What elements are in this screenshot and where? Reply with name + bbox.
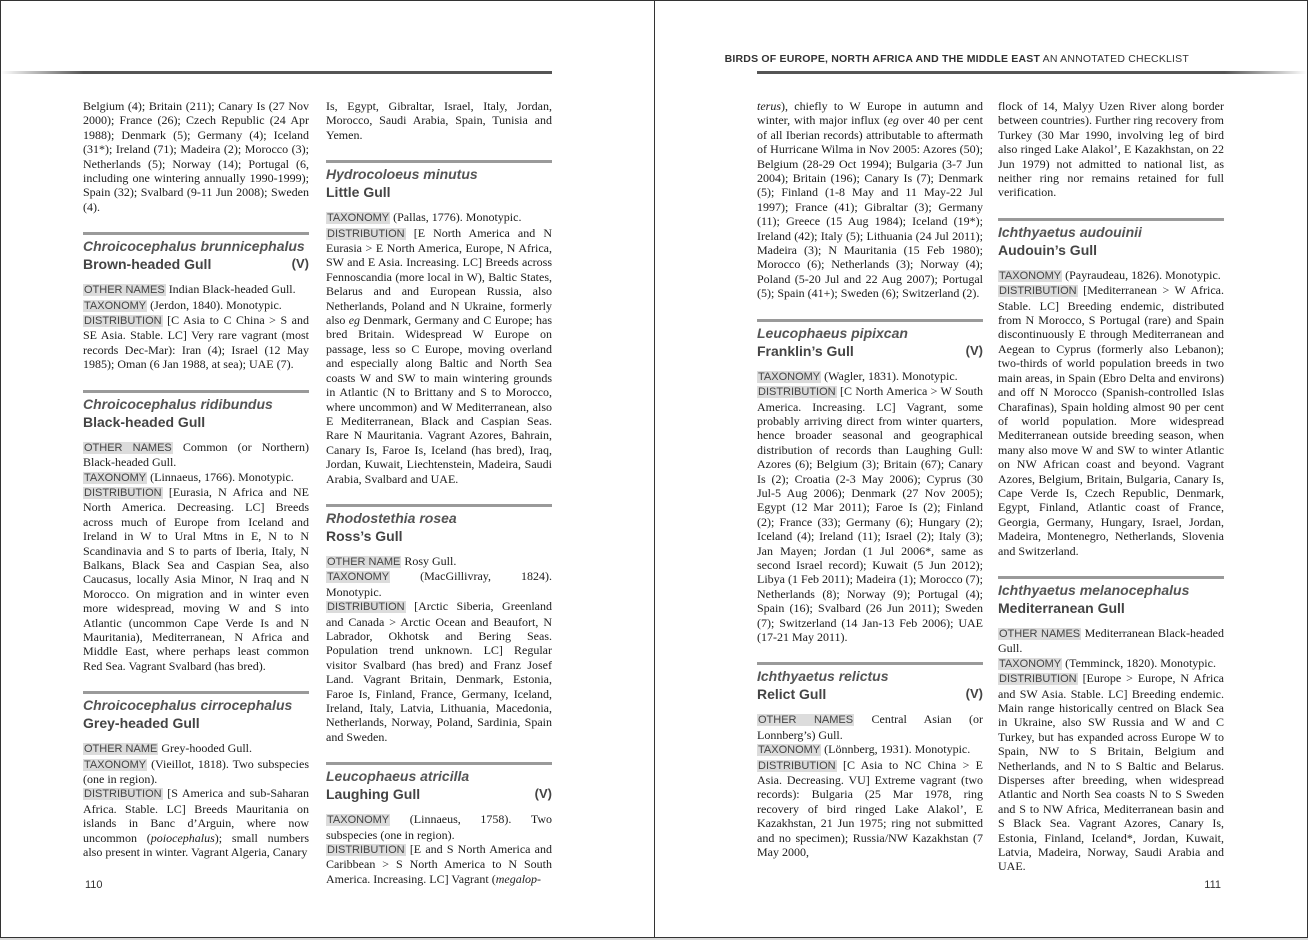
species-header xyxy=(83,691,309,732)
species-minutus: Hydrocoloeus minutus Little Gull TAXONOMY (Pallas, 1776). Monotypic. DISTRIBUTION [E North America and N Eurasia > E North America, Europe, N Africa, SW and E Asia. Increasing. LC] Breeds across Fennoscandia (more local in W), Baltic States, Belarus and and European Russia, also Netherlands, Poland and N Ukraine, formerly also eg Denmark, Germany and C Europe; has bred Britain. Widespread W Europe on passage, less so C Europe, moving overland and especially along Baltic and North Sea coasts W and SW to main wintering grounds in Atlantic (N to Brittany and S to Morocco, where uncommon) and W Mediterranean, also E Mediterranean, Black and Caspian Seas. Rare N Mauritania. Vagrant Azores, Bahrain, Canary Is, Faroe Is, Iceland (has bred), Iraq, Jordan, Kuwait, Liechtenstein, Madeira, Saudi Arabia, Svalbard and UAE. xyxy=(326,160,552,486)
english-name: Brown-headed Gull xyxy=(83,256,212,273)
distribution-label: DISTRIBUTION xyxy=(999,673,1077,686)
species-atricilla: Leucophaeus atricilla Laughing Gull (V) TAXONOMY (Linnaeus, 1758). Two subspecies (one in region). DISTRIBUTION [E and S North America and Caribbean > S North America to N South America. Increasing. LC] Vagrant (megalop- xyxy=(326,762,552,886)
right-page xyxy=(654,0,1308,938)
vagrant-status: (V) xyxy=(965,342,983,358)
header-rule xyxy=(1,71,552,74)
continued-text: Is, Egypt, Gibraltar, Israel, Italy, Jordan, Morocco, Saudi Arabia, Spain, Tunisia and Yemen. xyxy=(326,99,552,142)
english-name: Relict Gull xyxy=(757,686,827,703)
distribution-label: DISTRIBUTION xyxy=(84,315,162,328)
vagrant-status: (V) xyxy=(965,686,983,702)
page-number: 110 xyxy=(85,879,103,891)
other-names-label: OTHER NAMES xyxy=(999,627,1081,640)
scientific-name: Leucophaeus atricilla xyxy=(326,768,470,785)
scientific-name: Leucophaeus pipixcan xyxy=(757,324,908,341)
distribution-label: DISTRIBUTION xyxy=(758,386,836,399)
scientific-name: Ichthyaetus relictus xyxy=(757,668,889,685)
english-name: Audouin’s Gull xyxy=(998,241,1098,258)
distribution-label: DISTRIBUTION xyxy=(84,486,162,499)
distribution-label: DISTRIBUTION xyxy=(999,285,1077,298)
taxonomy-label: TAXONOMY xyxy=(758,744,821,757)
english-name: Grey-headed Gull xyxy=(83,715,200,732)
distribution-label: DISTRIBUTION xyxy=(327,601,405,614)
species-header xyxy=(998,576,1224,617)
vagrant-status: (V) xyxy=(291,256,309,272)
species-header xyxy=(757,662,983,703)
other-names-label: OTHER NAMES xyxy=(758,714,854,727)
english-name: Franklin’s Gull xyxy=(757,342,854,359)
header-rule xyxy=(757,71,1307,74)
distribution-label: DISTRIBUTION xyxy=(327,227,405,240)
species-cirrocephalus: Chroicocephalus cirrocephalus Grey-headed Gull OTHER NAME Grey-hooded Gull. TAXONOMY (Vieillot, 1818). Two subspecies (one in region). DISTRIBUTION [S America and sub-Saharan Africa. Stable. LC] Breeds Mauritania on islands in Banc d’Arguin, where now uncommon (poiocephalus); small numbers also present in winter. Vagrant Algeria, Canary xyxy=(83,691,309,859)
other-names-label: OTHER NAMES xyxy=(84,284,165,297)
species-header xyxy=(998,218,1224,259)
species-ridibundus: Chroicocephalus ridibundus Black-headed Gull OTHER NAMES Common (or Northern) Black-headed Gull. TAXONOMY (Linnaeus, 1766). Monotypic. DISTRIBUTION [Eurasia, N Africa and NE North America. Decreasing. LC] Breeds across much of Europe from Iceland and Ireland in W to Ural Mtns in E, N to N Scandinavia and S to parts of Iberia, Italy, N Balkans, Black Sea and Caspian Sea, also Caucasus, locally Asia Minor, N Iraq and N Morocco. On migration and in winter even more widespread, moving W and S into Atlantic (uncommon Cape Verde Is and N Mauritania), Mediterranean, N Africa and Middle East, where perhaps least common Red Sea. Vagrant Svalbard (has bred). xyxy=(83,390,309,674)
continued-text: terus), chiefly to W Europe in autumn and winter, with major influx (eg over 40 per cent of all Iberian records) attributable to aftermath of Hurricane Wilma in Nov 2005: Azores (50); Belgium (28-29 Oct 1994); Bulgaria (3-7 Jun 2004); Britain (196); Canary Is (7); Denmark (5); Finland (1-8 May and 11 May-22 Jul 1997); France (41); Gibraltar (3); Germany (11); Greece (15 Aug 1984); Iceland (19*); Ireland (42); Italy (5); Lithuania (24 Jul 2011); Madeira (3); N Mauritania (15 Feb 1980); Morocco (6); Netherlands (3); Norway (4); Poland (5-20 Jul and 22 Aug 2007); Portugal (5); Spain (41+); Sweden (6); Switzerland (2). xyxy=(757,99,983,301)
scientific-name: Chroicocephalus brunnicephalus xyxy=(83,238,305,255)
scientific-name: Chroicocephalus ridibundus xyxy=(83,395,273,412)
english-name: Black-headed Gull xyxy=(83,413,206,430)
other-names-label: OTHER NAME xyxy=(327,555,401,568)
page-number: 111 xyxy=(1204,879,1221,891)
species-header xyxy=(326,504,552,545)
continued-text: flock of 14, Malyy Uzen River along border between countries). Further ring recovery from Turkey (30 Mar 1990, involving leg of bird also ringed Lake Alakol’, E Kazakhstan, on 22 Jun 1979) not admitted to national list, as neither ring nor remains retained for full verification. xyxy=(998,99,1224,200)
species-brunnicephalus: Chroicocephalus brunnicephalus Brown-headed Gull (V) OTHER NAMES Indian Black-headed Gull. TAXONOMY (Jerdon, 1840). Monotypic. DISTRIBUTION [C Asia to C China > S and SE Asia. Stable. LC] Very rare vagrant (most records Dec-Mar): Iran (4); Israel (12 May 1985); Oman (6 Jan 1988, at sea); UAE (7). xyxy=(83,232,309,371)
english-name: Ross’s Gull xyxy=(326,527,403,544)
taxonomy-label: TAXONOMY xyxy=(999,269,1062,282)
scientific-name: Rhodostethia rosea xyxy=(326,509,457,526)
species-header xyxy=(326,160,552,201)
english-name: Laughing Gull xyxy=(326,786,421,803)
taxonomy-label: TAXONOMY xyxy=(84,299,147,312)
species-header xyxy=(326,762,552,803)
distribution-label: DISTRIBUTION xyxy=(758,759,836,772)
left-column-2 xyxy=(326,99,552,886)
taxonomy-label: TAXONOMY xyxy=(999,657,1062,670)
taxonomy-label: TAXONOMY xyxy=(327,212,390,225)
other-names-label: OTHER NAME xyxy=(84,743,158,756)
english-name: Little Gull xyxy=(326,184,391,201)
left-column-1 xyxy=(83,99,309,859)
species-rosea: Rhodostethia rosea Ross’s Gull OTHER NAME Rosy Gull. TAXONOMY (MacGillivray, 1824). Monotypic. DISTRIBUTION [Arctic Siberia, Greenland and Canada > Arctic Ocean and Beaufort, N Labrador, Okhotsk and Bering Seas. Population trend unknown. LC] Regular visitor Svalbard (has bred) and Franz Josef Land. Vagrant Britain, Denmark, Estonia, Faroe Is, Finland, France, Germany, Iceland, Ireland, Italy, Latvia, Lithuania, Macedonia, Netherlands, Norway, Poland, Sardinia, Spain and Sweden. xyxy=(326,504,552,744)
scientific-name: Ichthyaetus audouinii xyxy=(998,223,1142,240)
species-audouinii: Ichthyaetus audouinii Audouin’s Gull TAXONOMY (Payraudeau, 1826). Monotypic. DISTRIBUTION [Mediterranean > W Africa. Stable. LC] Breeding endemic, distributed from N Morocco, S Portugal (rare) and Spain discontinuously E through Mediterranean and Aegean to Cyprus (formerly also Lebanon); two-thirds of world population breeds in two main areas, in Spain (Ebro Delta and environs) and off N Morocco (Spanish-controlled Islas Charafinas), Spain holding almost 90 per cent of world population. More widespread Mediterranean outside breeding season, when many also move W and SW to winter Atlantic on NW African coast and beyond. Vagrant Azores, Belgium, Britain, Bulgaria, Canary Is, Cape Verde Is, Czech Republic, Denmark, Egypt, Finland, Atlantic coast of France, Georgia, Germany, Hungary, Israel, Jordan, Madeira, Montenegro, Netherlands, Slovenia and Switzerland. xyxy=(998,218,1224,558)
right-column-2 xyxy=(998,99,1224,874)
taxonomy-label: TAXONOMY xyxy=(327,814,390,827)
left-page xyxy=(0,0,655,938)
right-column-1 xyxy=(757,99,983,859)
english-name: Mediterranean Gull xyxy=(998,599,1125,616)
other-names-label: OTHER NAMES xyxy=(84,441,172,454)
scientific-name: Chroicocephalus cirrocephalus xyxy=(83,697,293,714)
species-melanocephalus: Ichthyaetus melanocephalus Mediterranean Gull OTHER NAMES Mediterranean Black-headed Gull. TAXONOMY (Temminck, 1820). Monotypic. DISTRIBUTION [Europe > Europe, N Africa and SW Asia. Stable. LC] Breeding endemic. Main range historically centred on Black Sea in Ukraine, also SW Russia and W and C Turkey, but has expanded across Europe W to Spain, NW to S Britain, Belgium and Netherlands, and N to S Baltic and Belarus. Disperses after breeding, when widespread Atlantic and North Sea coasts N to S Sweden and S to NW Africa, Mediterranean basin and S Black Sea. Vagrant Azores, Canary Is, Estonia, Finland, Iceland*, Jordan, Kuwait, Latvia, Madeira, Norway, Saudi Arabia and UAE. xyxy=(998,576,1224,874)
taxonomy-label: TAXONOMY xyxy=(84,758,147,771)
species-relictus: Ichthyaetus relictus Relict Gull (V) OTHER NAMES Central Asian (or Lonnberg’s) Gull. TAXONOMY (Lönnberg, 1931). Monotypic. DISTRIBUTION [C Asia to NC China > E Asia. Decreasing. VU] Extreme vagrant (two records): Bulgaria (25 Mar 1978, ring recovery of bird ringed Lake Alakol’, E Kazakhstan, 21 Jun 1975; ring not submitted and no specimen); Russia/NW Kazakhstan (7 May 2000, xyxy=(757,662,983,859)
taxonomy-label: TAXONOMY xyxy=(758,370,821,383)
taxonomy-label: TAXONOMY xyxy=(84,471,147,484)
distribution-label: DISTRIBUTION xyxy=(327,844,405,857)
vagrant-status: (V) xyxy=(534,786,552,802)
scientific-name: Hydrocoloeus minutus xyxy=(326,166,478,183)
continued-text: Belgium (4); Britain (211); Canary Is (27 Nov 2000); France (26); Czech Republic (24 Apr 1988); Denmark (5); Germany (4); Iceland (31*); Ireland (71); Madeira (2); Morocco (3); Netherlands (5); Norway (14); Portugal (6, including one wintering annually 1990-1999); Spain (32); Svalbard (9-11 Jun 2008); Sweden (4). xyxy=(83,99,309,214)
scientific-name: Ichthyaetus melanocephalus xyxy=(998,581,1190,598)
distribution-label: DISTRIBUTION xyxy=(84,788,162,801)
species-header xyxy=(757,319,983,360)
species-header xyxy=(83,390,309,431)
running-head: BIRDS OF EUROPE, NORTH AFRICA AND THE MIDDLE EAST AN ANNOTATED CHECKLIST xyxy=(724,53,1189,65)
taxonomy-label: TAXONOMY xyxy=(327,571,390,584)
species-header xyxy=(83,232,309,273)
species-pipixcan: Leucophaeus pipixcan Franklin’s Gull (V) TAXONOMY (Wagler, 1831). Monotypic. DISTRIBUTION [C North America > W South America. Increasing. LC] Vagrant, some probably arriving direct from winter quarters, hence broader seasonal and geographical distribution of records than Laughing Gull: Azores (6); Belgium (3); Britain (67); Canary Is (2); Croatia (2-3 May 2006); Cyprus (30 Jul-5 Aug 2006); Denmark (27 Nov 2005); Egypt (12 Mar 2011); Faroe Is (2); Finland (2); France (33); Germany (6); Hungary (2); Iceland (4); Ireland (11); Israel (2); Italy (3); Jan Mayen; Jordan (1 Jul 2006*, same as second Israel record); Kuwait (5 Jun 2012); Libya (1 Feb 2011); Madeira (1); Morocco (7); Netherlands (8); Norway (9); Portugal (4); Spain (16); Svalbard (26 Jun 2011); Sweden (7); Switzerland (14 Jan-13 Feb 2006); UAE (17-21 May 2011). xyxy=(757,319,983,645)
